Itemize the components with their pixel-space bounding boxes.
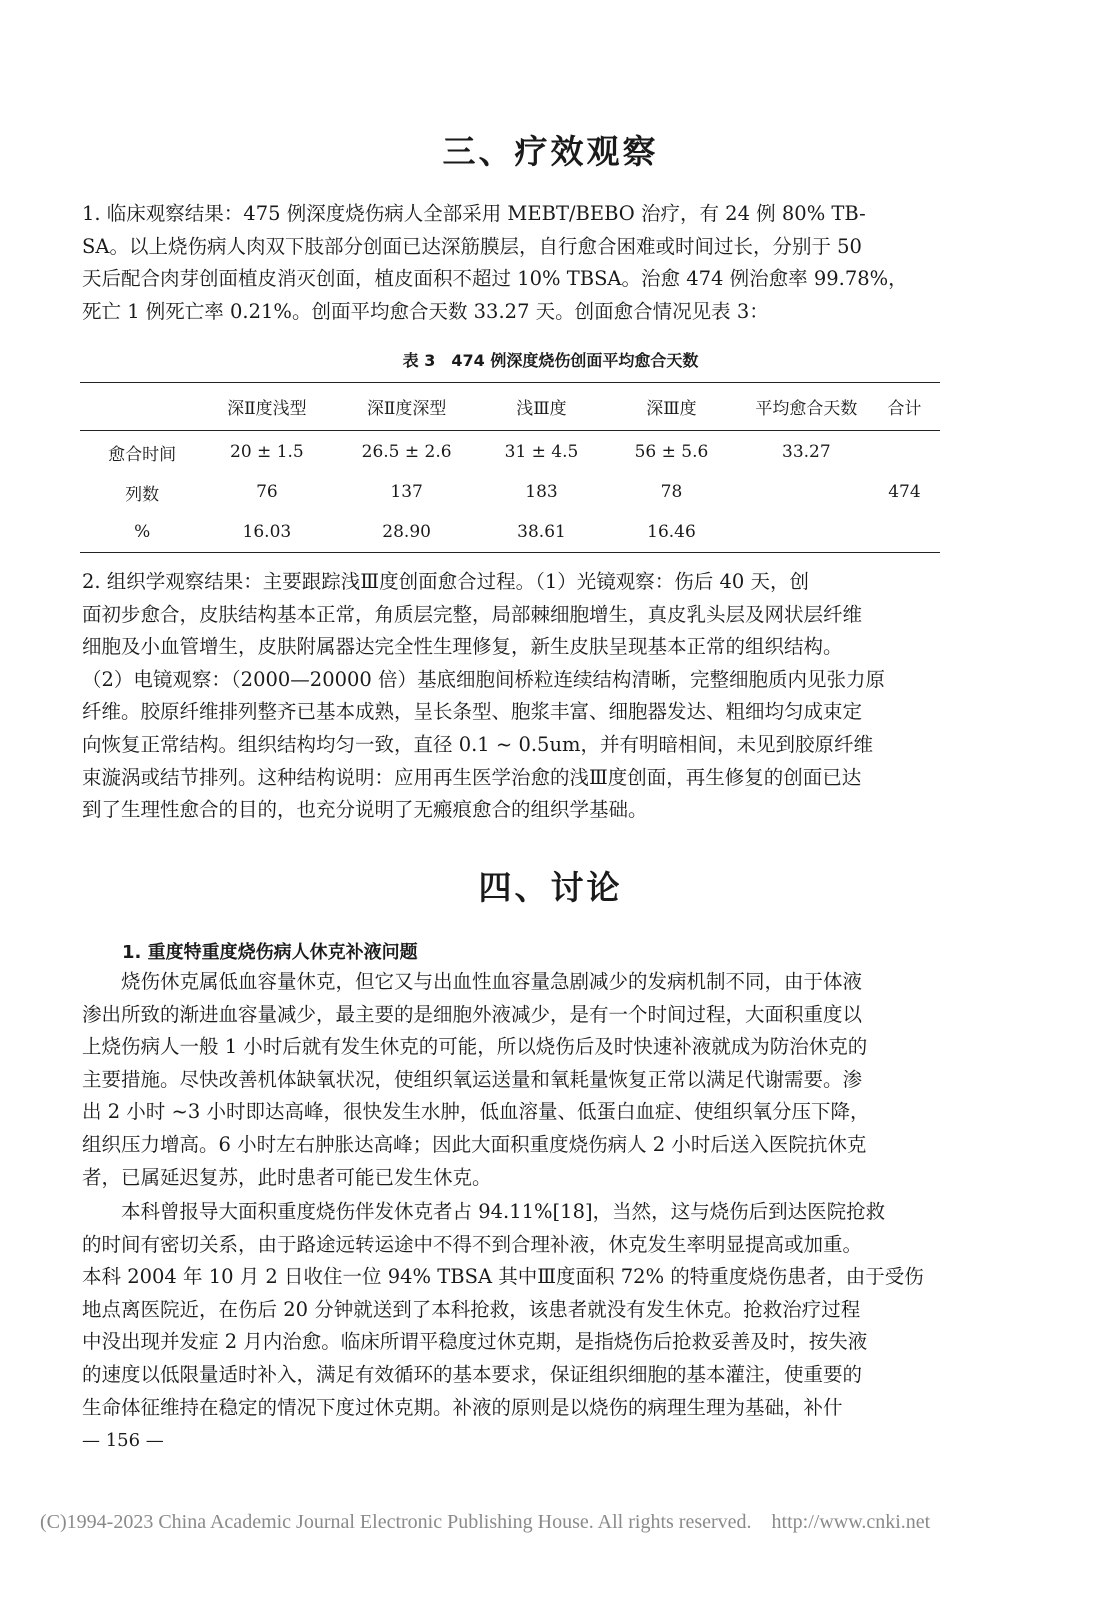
table-cell: 183	[525, 482, 558, 502]
table-cell: 137	[390, 482, 423, 502]
paragraph-case-report	[82, 1196, 937, 1424]
text-line: （2）电镜观察：（2000—20000 倍）基底细胞间桥粒连续结构清晰，完整细胞质内见张力原	[82, 667, 886, 691]
table-header-cell: 深Ⅱ度深型	[366, 399, 447, 419]
paragraph-clinical-results	[82, 198, 937, 328]
table-cell	[869, 512, 940, 553]
table-row-label: 愈合时间	[108, 444, 177, 465]
table-cell: 31 ± 4.5	[504, 442, 579, 462]
table-caption: 表 3 474 例深度烧伤创面平均愈合天数	[402, 351, 699, 370]
text-line: 本科曾报导大面积重度烧伤伴发休克者占 94.11%[18]，当然，这与烧伤后到达医院抢救	[82, 1200, 886, 1223]
text-line: SA。以上烧伤病人肉双下肢部分创面已达深筋膜层，自行愈合困难或时间过长，分别于 50	[82, 234, 862, 258]
table-header-cell: 浅Ⅲ度	[516, 399, 567, 419]
table-cell: 20 ± 1.5	[230, 442, 304, 462]
table-cell: 56 ± 5.6	[634, 442, 709, 462]
text-line: 细胞及小血管增生，皮肤附属器达完全性生理修复，新生皮肤呈现基本正常的组织结构。	[82, 635, 843, 659]
text-line: 束漩涡或结节排列。这种结构说明：应用再生医学治愈的浅Ⅲ度创面，再生修复的创面已达	[82, 765, 862, 789]
text-line: 上烧伤病人一般 1 小时后就有发生休克的可能，所以烧伤后及时快速补液就成为防治休克的	[82, 1035, 868, 1059]
text-line: 到了生理性愈合的目的，也充分说明了无瘢痕愈合的组织学基础。	[82, 798, 648, 822]
table-row-label: %	[134, 522, 151, 542]
text-line: 者，已属延迟复苏，此时患者可能已发生休克。	[82, 1165, 492, 1189]
table-cell: 76	[256, 482, 278, 502]
section-title-efficacy: 三、疗效观察	[442, 132, 659, 171]
table-header-cell	[80, 383, 204, 431]
table-header-row	[80, 383, 940, 431]
table-cell: 28.90	[382, 522, 431, 542]
table-row-label: 列数	[125, 484, 160, 505]
table-header-cell: 合计	[887, 399, 922, 419]
table-cell: 26.5 ± 2.6	[361, 442, 452, 462]
text-line: 出 2 小时 ~3 小时即达高峰，很快发生水肿，低血溶量、低蛋白血症、使组织氧分压下降，	[82, 1100, 870, 1124]
text-line: 烧伤休克属低血容量休克，但它又与出血性血容量急剧减少的发病机制不同，由于体液	[82, 970, 863, 993]
paragraph-burn-shock	[82, 966, 937, 1194]
text-line: 2. 组织学观察结果：主要跟踪浅Ⅲ度创面愈合过程。（1）光镜观察：伤后 40 天，创	[82, 570, 809, 593]
table-header-cell: 深Ⅱ度浅型	[227, 399, 307, 419]
text-line: 死亡 1 例死亡率 0.21%。创面平均愈合天数 33.27 天。创面愈合情况见表 3：	[82, 299, 769, 323]
healing-days-table	[80, 382, 940, 553]
copyright-footer: (C)1994-2023 China Academic Journal Electronic Publishing House. All rights reserved. http://www.cnki.net	[40, 1511, 931, 1533]
text-line: 主要措施。尽快改善机体缺氧状况，使组织氧运送量和氧耗量恢复正常以满足代谢需要。渗	[82, 1067, 863, 1091]
text-line: 的时间有密切关系，由于路途远转运途中不得不到合理补液，休克发生率明显提高或加重。	[82, 1232, 863, 1256]
table-row	[80, 472, 940, 512]
text-line: 中没出现并发症 2 月内治愈。临床所谓平稳度过休克期，是指烧伤后抢救妥善及时，按失液	[82, 1330, 868, 1354]
subheading-shock-fluid: 1. 重度特重度烧伤病人休克补液问题	[122, 942, 418, 963]
table-cell: 33.27	[782, 442, 831, 462]
text-line: 地点离医院近，在伤后 20 分钟就送到了本科抢救，该患者就没有发生休克。抢救治疗过程	[82, 1297, 861, 1321]
text-line: 面初步愈合，皮肤结构基本正常，角质层完整，局部棘细胞增生，真皮乳头层及网状层纤维	[82, 602, 863, 626]
text-line: 组织压力增高。6 小时左右肿胀达高峰；因此大面积重度烧伤病人 2 小时后送入医院抗休克	[82, 1132, 867, 1156]
table-row	[80, 512, 940, 553]
paragraph-histology-results	[82, 566, 937, 827]
table-header-cell: 深Ⅲ度	[646, 399, 697, 419]
section-title-discussion: 四、讨论	[478, 868, 623, 907]
table-cell: 16.03	[242, 522, 292, 542]
table-header-cell: 平均愈合天数	[755, 399, 858, 419]
text-line: 渗出所致的渐进血容量减少，最主要的是细胞外液减少，是有一个时间过程，大面积重度以	[82, 1002, 863, 1026]
table-cell	[869, 431, 940, 473]
text-line: 的速度以低限量适时补入，满足有效循环的基本要求，保证组织细胞的基本灌注，使重要的	[82, 1362, 863, 1386]
table-cell: 38.61	[517, 522, 566, 542]
table-row	[80, 431, 940, 473]
text-line: 生命体征维持在稳定的情况下度过休克期。补液的原则是以烧伤的病理生理为基础，补什	[82, 1395, 843, 1419]
table-cell	[744, 512, 869, 553]
page-number: — 156 —	[82, 1430, 164, 1451]
table-cell: 78	[660, 482, 683, 502]
text-line: 纤维。胶原纤维排列整齐已基本成熟，呈长条型、胞浆丰富、细胞器发达、粗细均匀成束定	[82, 700, 863, 724]
table-cell: 16.46	[647, 522, 696, 542]
text-line: 向恢复正常结构。组织结构均匀一致，直径 0.1 ~ 0.5um，并有明暗相间，未见到胶原纤维	[82, 732, 874, 756]
text-line: 天后配合肉芽创面植皮消灭创面，植皮面积不超过 10% TBSA。治愈 474 例治愈率 99.78%，	[82, 267, 908, 291]
table-cell	[744, 472, 869, 512]
text-line: 本科 2004 年 10 月 2 日收住一位 94% TBSA 其中Ⅲ度面积 72% 的特重度烧伤患者，由于受伤	[82, 1265, 924, 1289]
table-cell: 474	[888, 482, 921, 502]
text-line: 1. 临床观察结果：475 例深度烧伤病人全部采用 MEBT/BEBO 治疗，有 24 例 80% TB-	[82, 202, 866, 225]
